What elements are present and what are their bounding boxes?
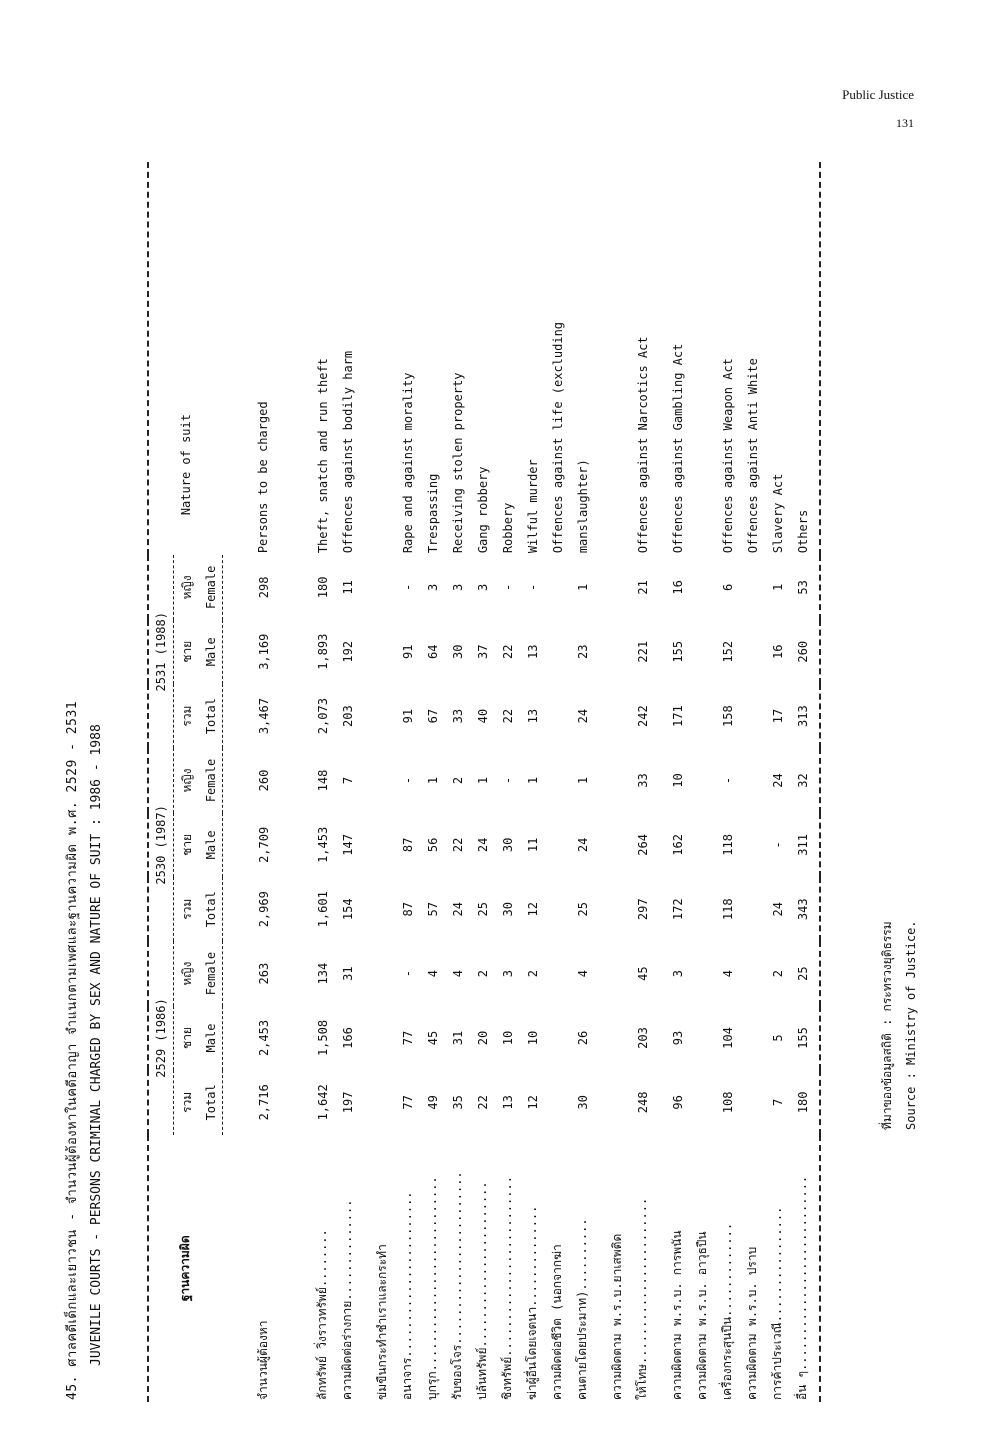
sub-header-english: Female — [200, 555, 223, 619]
value-cell: 67 — [425, 708, 440, 724]
value-cell: - — [500, 776, 515, 785]
value-cell: 134 — [315, 962, 330, 985]
value-cell: 260 — [790, 620, 820, 684]
category-cell: ความผิดต่อชีวิต (นอกจากฆ่า — [550, 1244, 564, 1400]
category-cell: ความผิดตาม พ.ร.บ.ยาเสพติด — [610, 1233, 624, 1400]
value-cell: 13 — [525, 708, 540, 724]
value-cell: 3 — [500, 970, 515, 978]
table-row — [630, 162, 655, 1402]
page-number: 131 — [896, 116, 914, 130]
value-cell: 2,709 — [256, 826, 271, 863]
category-cell: อื่น ๆ........................... — [790, 1135, 820, 1402]
sub-header-thai: หญิง — [179, 961, 194, 986]
value-cell: 5 — [770, 1034, 785, 1042]
value-cell: 11 — [525, 837, 540, 853]
value-cell: 7 — [340, 776, 355, 785]
value-cell: 260 — [256, 769, 271, 792]
value-cell: 1 — [425, 776, 440, 785]
value-cell: 30 — [500, 902, 515, 917]
value-cell: 25 — [475, 902, 490, 917]
value-cell: 91 — [400, 708, 415, 724]
value-cell: 1,601 — [315, 891, 330, 928]
sub-header-thai: รวม — [179, 705, 194, 727]
table-row — [445, 162, 470, 1402]
value-cell: 91 — [400, 644, 415, 659]
value-cell: 24 — [450, 902, 465, 917]
value-cell: 31 — [450, 1030, 465, 1046]
value-cell — [690, 1070, 715, 1134]
value-cell: 40 — [475, 708, 490, 724]
value-cell: 172 — [670, 898, 685, 921]
value-cell — [545, 748, 570, 812]
table-row — [300, 162, 335, 1402]
value-cell — [545, 1006, 570, 1070]
table-row — [223, 162, 301, 1402]
value-cell: 108 — [720, 1091, 735, 1114]
value-cell: 24 — [475, 837, 490, 853]
category-cell: ปล้นทรัพย์....................... — [475, 1181, 489, 1400]
table-title — [61, 701, 109, 1400]
table-row — [655, 162, 690, 1402]
value-cell: 3 — [475, 583, 490, 591]
source-note — [875, 920, 923, 1130]
sub-header-english: Male — [200, 1006, 223, 1070]
value-cell: 155 — [670, 640, 685, 663]
nature-cell — [595, 162, 630, 555]
value-cell — [595, 684, 630, 748]
value-cell: 45 — [635, 966, 650, 981]
category-cell: ชิงทรัพย์......................... — [500, 1176, 514, 1400]
table-row — [790, 162, 820, 1402]
rotated-table-region — [55, 150, 918, 1410]
value-cell: 56 — [425, 837, 440, 853]
nature-cell: Offences against bodily harm — [340, 350, 355, 554]
value-cell: 64 — [425, 644, 440, 659]
sub-header-thai: หญิง — [179, 768, 194, 793]
value-cell: 22 — [450, 837, 465, 853]
table-row — [765, 162, 790, 1402]
value-cell: 20 — [475, 1030, 490, 1046]
value-cell: 297 — [635, 898, 650, 921]
value-cell: 171 — [670, 705, 685, 727]
value-cell: 155 — [790, 1006, 820, 1070]
value-cell: 87 — [400, 902, 415, 917]
value-cell — [740, 620, 765, 684]
value-cell: 118 — [720, 898, 735, 921]
table-row — [740, 162, 765, 1402]
category-cell: เครื่องกระสุนปืน............. — [720, 1222, 734, 1400]
table-row — [395, 162, 420, 1402]
value-cell: 4 — [450, 970, 465, 978]
value-cell: 221 — [635, 640, 650, 663]
value-cell: 1 — [525, 776, 540, 785]
value-cell: 17 — [770, 708, 785, 724]
value-cell — [595, 1006, 630, 1070]
sub-header-english: Total — [200, 684, 223, 748]
value-cell: 180 — [790, 1070, 820, 1134]
category-cell: ลักทรัพย์ วิ่งราวทรัพย์........ — [315, 1229, 329, 1400]
value-cell: 148 — [315, 769, 330, 792]
value-cell: 158 — [720, 705, 735, 727]
value-cell: 3,169 — [256, 633, 271, 670]
value-cell: - — [400, 776, 415, 785]
value-cell — [595, 748, 630, 812]
value-cell: 24 — [575, 837, 590, 853]
value-cell: 22 — [500, 708, 515, 724]
value-cell — [545, 555, 570, 619]
value-cell: 77 — [400, 1095, 415, 1110]
sub-header-english: Male — [200, 813, 223, 877]
sub-header-thai: รวม — [179, 1091, 194, 1113]
value-cell: 30 — [575, 1095, 590, 1110]
value-cell — [690, 877, 715, 941]
value-cell: 311 — [790, 813, 820, 877]
category-cell: ความผิดต่อร่างกาย.............. — [340, 1199, 354, 1400]
table-row — [595, 162, 630, 1402]
value-cell: 1 — [475, 776, 490, 785]
value-cell — [740, 748, 765, 812]
value-cell: 45 — [425, 1030, 440, 1046]
value-cell: - — [500, 583, 515, 591]
nature-cell: Others — [790, 162, 820, 555]
value-cell — [740, 1070, 765, 1134]
value-cell: 33 — [450, 708, 465, 724]
value-cell — [740, 555, 765, 619]
value-cell: 35 — [450, 1095, 465, 1110]
value-cell: 3,467 — [256, 698, 271, 735]
value-cell: 30 — [500, 837, 515, 853]
value-cell: 1,508 — [315, 1019, 330, 1057]
value-cell: 2,453 — [256, 1019, 271, 1057]
nature-cell: manslaughter) — [575, 459, 590, 554]
nature-cell: Rape and against morality — [400, 372, 415, 554]
category-cell: คนตายโดยประมาท).......... — [575, 1218, 589, 1400]
value-cell — [595, 555, 630, 619]
value-cell: 12 — [525, 902, 540, 917]
value-cell — [360, 877, 395, 941]
value-cell — [595, 1070, 630, 1134]
value-cell: 3 — [670, 970, 685, 978]
value-cell: 242 — [635, 705, 650, 727]
value-cell: 31 — [340, 966, 355, 981]
nature-header: Nature of suit — [148, 162, 223, 555]
value-cell: 263 — [256, 962, 271, 985]
value-cell: 1,642 — [315, 1084, 330, 1121]
value-cell: 162 — [670, 834, 685, 856]
sub-header-english: Female — [200, 748, 223, 812]
nature-cell: Theft, snatch and run theft — [315, 358, 330, 554]
value-cell — [595, 941, 630, 1005]
category-cell: รับของโจร........................ — [450, 1171, 464, 1400]
table-row — [335, 162, 360, 1402]
value-cell — [360, 684, 395, 748]
value-cell: 33 — [635, 773, 650, 788]
sub-header-thai: หญิง — [179, 575, 194, 600]
value-cell: - — [400, 583, 415, 591]
sub-header-english: Male — [200, 620, 223, 684]
nature-cell: Wilful murder — [525, 459, 540, 554]
value-cell: 147 — [340, 834, 355, 856]
sub-header-thai: รวม — [179, 898, 194, 920]
value-cell: - — [770, 841, 785, 849]
value-cell: 203 — [635, 1027, 650, 1049]
nature-cell: Offences against Anti White — [745, 358, 760, 554]
value-cell: 93 — [670, 1030, 685, 1046]
category-cell: ความผิดตาม พ.ร.บ. อาวุธปืน — [695, 1231, 709, 1400]
value-cell — [690, 555, 715, 619]
value-cell: 10 — [525, 1030, 540, 1046]
value-cell: 7 — [770, 1098, 785, 1106]
value-cell: 2 — [450, 776, 465, 785]
value-cell: 10 — [500, 1030, 515, 1046]
value-cell: 4 — [425, 970, 440, 978]
nature-cell: Offences against life (excluding — [550, 321, 565, 554]
nature-cell: Receiving stolen property — [450, 372, 465, 554]
category-cell: ข่มขืนกระทำชำเราและกระทำ — [375, 1244, 389, 1400]
value-cell: 16 — [670, 580, 685, 595]
value-cell: 24 — [770, 902, 785, 917]
value-cell: 2 — [475, 970, 490, 978]
value-cell: 313 — [790, 684, 820, 748]
category-cell: บุกรุก........................... — [425, 1176, 439, 1400]
value-cell: 248 — [635, 1091, 650, 1114]
table-row — [495, 162, 520, 1402]
nature-cell — [690, 162, 715, 555]
value-cell — [740, 941, 765, 1005]
value-cell: 4 — [575, 970, 590, 978]
nature-cell: Offences against Narcotics Act — [635, 336, 650, 554]
data-table — [147, 162, 821, 1402]
value-cell: 343 — [790, 877, 820, 941]
value-cell — [360, 941, 395, 1005]
table-row — [715, 162, 740, 1402]
category-cell: ให้โทษ....................... — [635, 1197, 649, 1400]
value-cell: 197 — [340, 1091, 355, 1114]
source-thai: ที่มาของข้อมูลสถิติ : กระทรวงยุติธรรม — [880, 921, 894, 1130]
value-cell: 1,893 — [315, 633, 330, 670]
value-cell: 26 — [575, 1030, 590, 1046]
value-cell: 152 — [720, 640, 735, 663]
value-cell — [545, 877, 570, 941]
sub-header-thai: ชาย — [179, 1027, 194, 1049]
year-header: 2529 (1986) — [148, 941, 174, 1134]
value-cell — [360, 555, 395, 619]
value-cell: 203 — [340, 705, 355, 727]
value-cell: 22 — [500, 644, 515, 659]
value-cell — [595, 620, 630, 684]
value-cell: 24 — [575, 708, 590, 724]
table-row — [520, 162, 545, 1402]
value-cell: 49 — [425, 1095, 440, 1110]
value-cell — [360, 1006, 395, 1070]
value-cell — [545, 813, 570, 877]
value-cell: 166 — [340, 1027, 355, 1049]
value-cell — [690, 1006, 715, 1070]
sub-header-english: Female — [200, 941, 223, 1005]
value-cell: 25 — [575, 902, 590, 917]
value-cell — [595, 877, 630, 941]
value-cell: 77 — [400, 1030, 415, 1046]
value-cell: 30 — [450, 644, 465, 659]
value-cell: 21 — [635, 580, 650, 595]
category-cell: ความผิดตาม พ.ร.บ. การพนัน — [670, 1230, 684, 1400]
value-cell: 4 — [720, 970, 735, 978]
value-cell: 16 — [770, 644, 785, 659]
value-cell — [690, 620, 715, 684]
value-cell: 1 — [770, 583, 785, 591]
value-cell — [690, 684, 715, 748]
value-cell: 1 — [575, 776, 590, 785]
nature-cell: Gang robbery — [475, 466, 490, 554]
nature-cell: Robbery — [500, 502, 515, 554]
value-cell: 2 — [525, 970, 540, 978]
page-header — [714, 86, 914, 132]
value-cell: 96 — [670, 1095, 685, 1110]
year-header: 2531 (1988) — [148, 555, 174, 748]
value-cell — [740, 684, 765, 748]
value-cell: 192 — [340, 640, 355, 663]
value-cell — [545, 1070, 570, 1134]
value-cell — [690, 813, 715, 877]
value-cell: 118 — [720, 834, 735, 856]
category-cell: อนาจาร....................... — [400, 1191, 414, 1400]
category-cell: จำนวนผู้ต้องหา — [255, 1320, 270, 1400]
value-cell — [740, 813, 765, 877]
title-thai: 45. ศาลคดีเด็กและเยาวชน - จำนวนผู้ต้องหาในคดีอาญา จำแนกตามเพศและฐานความผิด พ.ศ. 2529 - 2531 — [65, 700, 80, 1400]
table-row — [360, 162, 395, 1402]
value-cell: - — [400, 970, 415, 978]
value-cell: 2,969 — [256, 891, 271, 928]
value-cell — [360, 620, 395, 684]
value-cell: 24 — [770, 773, 785, 788]
nature-cell: Offences against Weapon Act — [720, 358, 735, 554]
title-english: JUVENILE COURTS - PERSONS CRIMINAL CHARGED BY SEX AND NATURE OF SUIT : 1986 - 1988 — [89, 724, 104, 1366]
table-body — [223, 162, 821, 1402]
value-cell — [545, 684, 570, 748]
value-cell: 12 — [525, 1095, 540, 1110]
value-cell: 87 — [400, 837, 415, 853]
value-cell: 298 — [256, 576, 271, 599]
nature-cell: Offences against Gambling Act — [670, 343, 685, 554]
value-cell: 2,073 — [315, 698, 330, 735]
value-cell: 3 — [450, 583, 465, 591]
value-cell — [360, 1070, 395, 1134]
nature-cell — [360, 162, 395, 555]
value-cell — [740, 877, 765, 941]
value-cell: 11 — [340, 580, 355, 595]
value-cell: 180 — [315, 576, 330, 599]
category-cell: การค้าประเวณี................ — [770, 1206, 784, 1400]
value-cell — [545, 620, 570, 684]
value-cell: 2,716 — [256, 1084, 271, 1121]
table-row — [690, 162, 715, 1402]
nature-cell: Persons to be charged — [256, 401, 271, 554]
value-cell — [740, 1006, 765, 1070]
value-cell: 3 — [425, 583, 440, 591]
source-english: Source : Ministry of Justice. — [904, 920, 918, 1130]
value-cell: 57 — [425, 902, 440, 917]
category-cell: ฆ่าผู้อื่นโดยเจตนา.............. — [525, 1205, 539, 1400]
value-cell: 23 — [575, 644, 590, 659]
category-header: ฐานความผิด — [148, 1135, 223, 1402]
section-title: Public Justice — [842, 87, 914, 102]
value-cell — [360, 748, 395, 812]
value-cell: 154 — [340, 898, 355, 921]
value-cell: 6 — [720, 583, 735, 591]
sub-header-english: Total — [200, 877, 223, 941]
value-cell: 1 — [575, 583, 590, 591]
table-row — [470, 162, 495, 1402]
sub-header-english: Total — [200, 1070, 223, 1134]
value-cell: 22 — [475, 1095, 490, 1110]
value-cell: 13 — [525, 644, 540, 659]
nature-cell: Trespassing — [425, 473, 440, 554]
value-cell — [595, 813, 630, 877]
value-cell: 2 — [770, 970, 785, 978]
table-row — [570, 162, 595, 1402]
value-cell — [690, 748, 715, 812]
value-cell: 13 — [500, 1095, 515, 1110]
value-cell: 264 — [635, 834, 650, 856]
value-cell — [690, 941, 715, 1005]
value-cell: 32 — [790, 748, 820, 812]
value-cell: 37 — [475, 644, 490, 659]
year-header: 2530 (1987) — [148, 748, 174, 941]
value-cell: - — [525, 583, 540, 591]
value-cell: 104 — [720, 1027, 735, 1049]
value-cell: 53 — [790, 555, 820, 619]
value-cell: 10 — [670, 773, 685, 788]
table-row — [420, 162, 445, 1402]
value-cell — [545, 941, 570, 1005]
value-cell: - — [720, 776, 735, 785]
sub-header-thai: ชาย — [179, 833, 194, 856]
value-cell — [360, 813, 395, 877]
table-row — [545, 162, 570, 1402]
sub-header-thai: ชาย — [179, 640, 194, 663]
value-cell: 1,453 — [315, 826, 330, 863]
value-cell: 25 — [790, 941, 820, 1005]
category-cell: ความผิดตาม พ.ร.บ. ปราบ — [745, 1246, 759, 1400]
nature-cell: Slavery Act — [770, 473, 785, 554]
